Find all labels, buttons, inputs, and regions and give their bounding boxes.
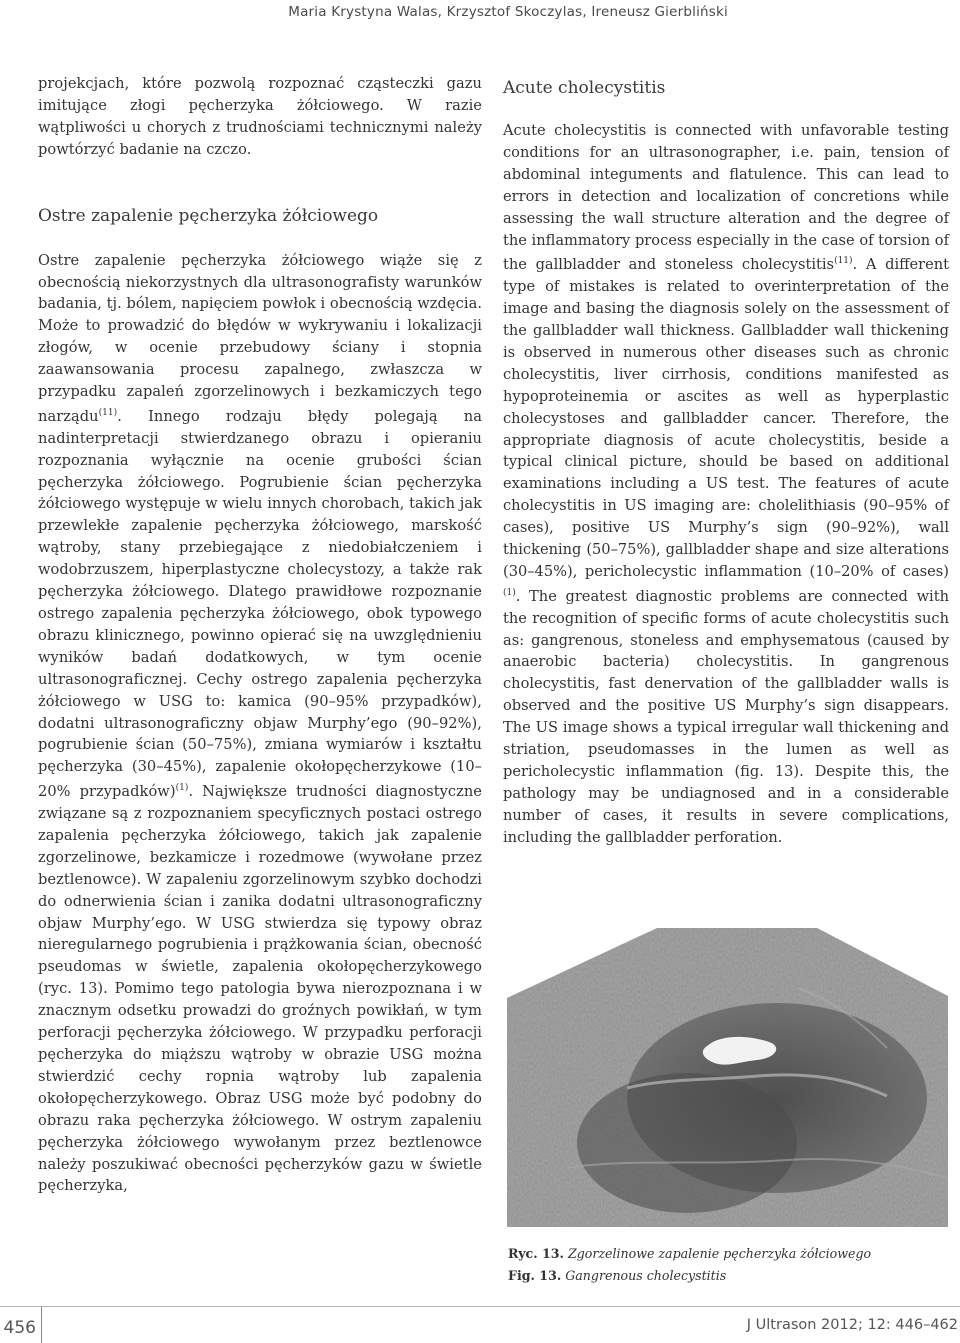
right-column	[503, 73, 949, 849]
right-body-paragraph	[503, 120, 949, 849]
caption-pl-text: Zgorzelinowe zapalenie pęcherzyka żółciowego	[567, 1246, 872, 1261]
right-body-text-3: . The greatest diagnostic problems are connected with the recognition of specific forms of acute cholecystitis such as: gangrenous, stoneless and emphysematous (caused by anaerobic bacteria) cholecystitis. In gangrenous cholecystitis, fast denervation of the gallbladder walls is observed and the positive US Murphy’s sign disappears. The US image shows a typical irregular wall thickening and striation, pseudomasses in the lumen as well as pericholecystic inflammation (fig. 13). Despite this, the pathology may be undiagnosed and in a considerable number of cases, it results in severe complications, including the gallbladder perforation.	[503, 587, 949, 846]
ultrasound-image	[507, 928, 948, 1227]
left-body-paragraph	[38, 250, 482, 1198]
page-number: 456	[3, 1318, 36, 1338]
ultrasound-graphic	[507, 928, 948, 1227]
left-body-text-2: . Innego rodzaju błędy polegają na nadinterpretacji stwierdzanego obrazu i opieraniu rozpoznania wyłącznie na ocenie grubości ścian pęcherzyka żółciowego. Pogrubienie ścian pęcherzyka żółciowego występuje w wielu innych chorobach, takich jak przewlekłe zapalenie pęcherzyka żółciowego, marskość wątroby, stany przebiegające z niedobiałczeniem i wodobrzuszem, hiperplastyczne cholecystozy, a także rak pęcherzyka żółciowego. Dlatego prawidłowe rozpoznanie ostrego zapalenia pęcherzyka żółciowego, obok typowego obrazu klinicznego, powinno opierać się na uwzględnieniu wyników badań dodatkowych, w tym ocenie ultrasonograficznej. Cechy ostrego zapalenia pęcherzyka żółciowego w USG to: kamica (90–95% przypadków), dodatni ultrasonograficzny objaw Murphy’ego (90–92%), pogrubienie ścian (50–75%), zmiana wymiarów i kształtu pęcherzyka (30–45%), zapalenie okołopęcherzykowe (10–20% przypadków)	[38, 407, 482, 801]
caption-en-label: Fig. 13.	[508, 1268, 562, 1283]
page-number-divider	[41, 1306, 42, 1343]
right-citation-1: (1)	[503, 587, 516, 598]
left-body-text-3: . Największe trudności diagnostyczne związane są z rozpoznaniem specyficznych postaci ostrego zapalenia pęcherzyka żółciowego, takich jak zapalenie zgorzelinowe, bezkamicze i rozedmowe (wywołane przez beztlenowce). W zapaleniu zgorzelinowym szybko dochodzi do odnerwienia ścian i zanika dodatni ultrasonograficzny objaw Murphy’ego. W USG stwierdza się typowy obraz nieregularnego pogrubienia i prążkowania ścian, obecność pseudomas w świetle, zapalenia okołopęcherzykowego (ryc. 13). Pomimo tego patologia bywa nierozpoznana i w znacznym odsetku prowadzi do groźnych powikłań, w tym perforacji pęcherzyka żółciowego. W przypadku perforacji pęcherzyka do miąższu wątroby w obrazie USG można stwierdzić cechy ropnia wątroby lub zapalenia okołopęcherzykowego. Obraz USG może być podobny do obrazu raka pęcherzyka żółciowego. W ostrym zapaleniu pęcherzyka żółciowego wywołanym przez beztlenowce należy poszukiwać obecności pęcherzyków gazu w świetle pęcherzyka,	[38, 783, 482, 1195]
figure-caption-english	[508, 1265, 948, 1286]
caption-pl-label: Ryc. 13.	[508, 1246, 564, 1261]
left-section-heading: Ostre zapalenie pęcherzyka żółciowego	[38, 205, 379, 226]
journal-reference: J Ultrason 2012; 12: 446–462	[746, 1317, 958, 1333]
footer-rule	[0, 1306, 960, 1307]
left-intro-paragraph: projekcjach, które pozwolą rozpoznać cząsteczki gazu imitujące złogi pęcherzyka żółciowego. W razie wątpliwości u chorych z trudnościami technicznymi należy powtórzyć badanie na czczo.	[38, 75, 482, 158]
right-citation-11: (11)	[834, 256, 853, 267]
left-citation-1: (1)	[175, 783, 189, 794]
right-body-text-1: Acute cholecystitis is connected with unfavorable testing conditions for an ultrasonographer, i.e. pain, tension of abdominal integuments and flatulence. This can lead to errors in detection and localization of concretions while assessing the wall structure alteration and the degree of the inflammatory process especially in the case of torsion of the gallbladder and stoneless cholecystitis	[503, 122, 949, 274]
right-section-heading: Acute cholecystitis	[503, 78, 666, 98]
left-citation-11: (11)	[98, 407, 118, 418]
figure-caption-polish	[508, 1243, 948, 1264]
left-column	[38, 73, 482, 1197]
right-body-text-2: . A different type of mistakes is related to overinterpretation of the image and basing the diagnosis solely on the assessment of the gallbladder wall thickness. Gallbladder wall thickening is observed in numerous other diseases such as chronic cholecystitis, liver cirrhosis, conditions manifested as hypoproteinemia or ascites as well as hyperplastic cholecystoses and gallbladder cancer. Therefore, the appropriate diagnosis of acute cholecystitis, beside a typical clinical picture, should be based on additional examinations including a US test. The features of acute cholecystitis in US imaging are: cholelithiasis (90–95% of cases), positive US Murphy’s sign (90–92%), wall thickening (50–75%), gallbladder shape and size alterations (30–45%), pericholecystic inflammation (10–20% of cases)	[503, 256, 949, 580]
caption-en-text: Gangrenous cholecystitis	[565, 1268, 727, 1283]
running-header-authors: Maria Krystyna Walas, Krzysztof Skoczylas, Ireneusz Gierbliński	[288, 4, 728, 20]
left-body-text-1: Ostre zapalenie pęcherzyka żółciowego wiąże się z obecnością niekorzystnych dla ultrasonografisty warunków badania, tj. bólem, napięciem powłok i obecnością wzdęcia. Może to prowadzić do błędów w wykrywaniu i lokalizacji złogów, w ocenie przebudowy ściany i stopnia zaawansowania procesu zapalnego, zwłaszcza w przypadku zapaleń zgorzelinowych i bezkamiczych tego narządu	[38, 251, 483, 425]
